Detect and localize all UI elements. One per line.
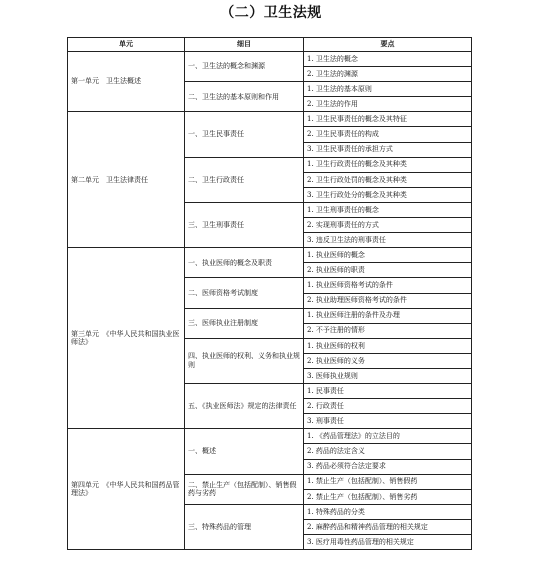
- item-cell: 二、禁止生产（包括配制）、销售假药与劣药: [185, 474, 304, 504]
- item-cell: 三、卫生刑事责任: [185, 202, 304, 247]
- header-unit: 单元: [68, 38, 185, 52]
- item-cell: 二、卫生行政责任: [185, 157, 304, 202]
- table-body: [68, 52, 472, 550]
- item-cell: 二、卫生法的基本原则和作用: [185, 82, 304, 112]
- point-cell: 1. 卫生法的概念: [304, 52, 472, 67]
- point-cell: 1. 特殊药品的分类: [304, 504, 472, 519]
- table-row: [68, 52, 472, 67]
- unit-cell: 第三单元 《中华人民共和国执业医师法》: [68, 248, 185, 429]
- point-cell: 3. 药品必须符合法定要求: [304, 459, 472, 474]
- point-cell: 2. 麻醉药品和精神药品管理的相关规定: [304, 519, 472, 534]
- point-cell: 3. 卫生民事责任的承担方式: [304, 142, 472, 157]
- point-cell: 2. 禁止生产（包括配制）、销售劣药: [304, 489, 472, 504]
- point-cell: 1. 《药品管理法》的立法目的: [304, 429, 472, 444]
- point-cell: 1. 卫生民事责任的概念及其特征: [304, 112, 472, 127]
- point-cell: 2. 卫生法的渊源: [304, 67, 472, 82]
- unit-cell: 第一单元 卫生法概述: [68, 52, 185, 112]
- item-cell: 三、特殊药品的管理: [185, 504, 304, 549]
- unit-cell: 第四单元 《中华人民共和国药品管理法》: [68, 429, 185, 550]
- table-row: [68, 248, 472, 263]
- point-cell: 2. 执业助理医师资格考试的条件: [304, 293, 472, 308]
- point-cell: 2. 药品的法定含义: [304, 444, 472, 459]
- point-cell: 1. 卫生法的基本原则: [304, 82, 472, 97]
- point-cell: 2. 卫生民事责任的构成: [304, 127, 472, 142]
- header-point: 要点: [304, 38, 472, 52]
- page-title: （二）卫生法规: [220, 5, 322, 21]
- point-cell: 1. 卫生刑事责任的概念: [304, 202, 472, 217]
- table-header-row: [68, 38, 472, 52]
- unit-cell: 第二单元 卫生法律责任: [68, 112, 185, 248]
- item-cell: 三、医师执业注册制度: [185, 308, 304, 338]
- item-cell: 一、概述: [185, 429, 304, 474]
- point-cell: 1. 禁止生产（包括配制）、销售假药: [304, 474, 472, 489]
- point-cell: 3. 医师执业规则: [304, 368, 472, 383]
- point-cell: 3. 卫生行政处分的概念及其种类: [304, 187, 472, 202]
- point-cell: 3. 医疗用毒性药品管理的相关规定: [304, 535, 472, 550]
- item-cell: 一、执业医师的概念及职责: [185, 248, 304, 278]
- point-cell: 3. 违反卫生法的刑事责任: [304, 233, 472, 248]
- item-cell: 五、《执业医师法》规定的法律责任: [185, 384, 304, 429]
- point-cell: 2. 不予注册的情形: [304, 323, 472, 338]
- point-cell: 2. 行政责任: [304, 399, 472, 414]
- point-cell: 2. 执业医师的职责: [304, 263, 472, 278]
- point-cell: 2. 卫生法的作用: [304, 97, 472, 112]
- table-row: [68, 112, 472, 127]
- point-cell: 3. 刑事责任: [304, 414, 472, 429]
- point-cell: 1. 执业医师注册的条件及办理: [304, 308, 472, 323]
- point-cell: 1. 执业医师资格考试的条件: [304, 278, 472, 293]
- item-cell: 一、卫生民事责任: [185, 112, 304, 157]
- point-cell: 2. 实现刑事责任的方式: [304, 218, 472, 233]
- table-row: [68, 429, 472, 444]
- point-cell: 2. 卫生行政处罚的概念及其种类: [304, 172, 472, 187]
- point-cell: 1. 卫生行政责任的概念及其种类: [304, 157, 472, 172]
- point-cell: 2. 执业医师的义务: [304, 353, 472, 368]
- syllabus-table: [67, 37, 472, 550]
- point-cell: 1. 民事责任: [304, 384, 472, 399]
- item-cell: 二、医师资格考试制度: [185, 278, 304, 308]
- item-cell: 一、卫生法的概念和渊源: [185, 52, 304, 82]
- point-cell: 1. 执业医师的概念: [304, 248, 472, 263]
- point-cell: 1. 执业医师的权利: [304, 338, 472, 353]
- header-item: 细目: [185, 38, 304, 52]
- item-cell: 四、执业医师的权利、义务和执业规则: [185, 338, 304, 383]
